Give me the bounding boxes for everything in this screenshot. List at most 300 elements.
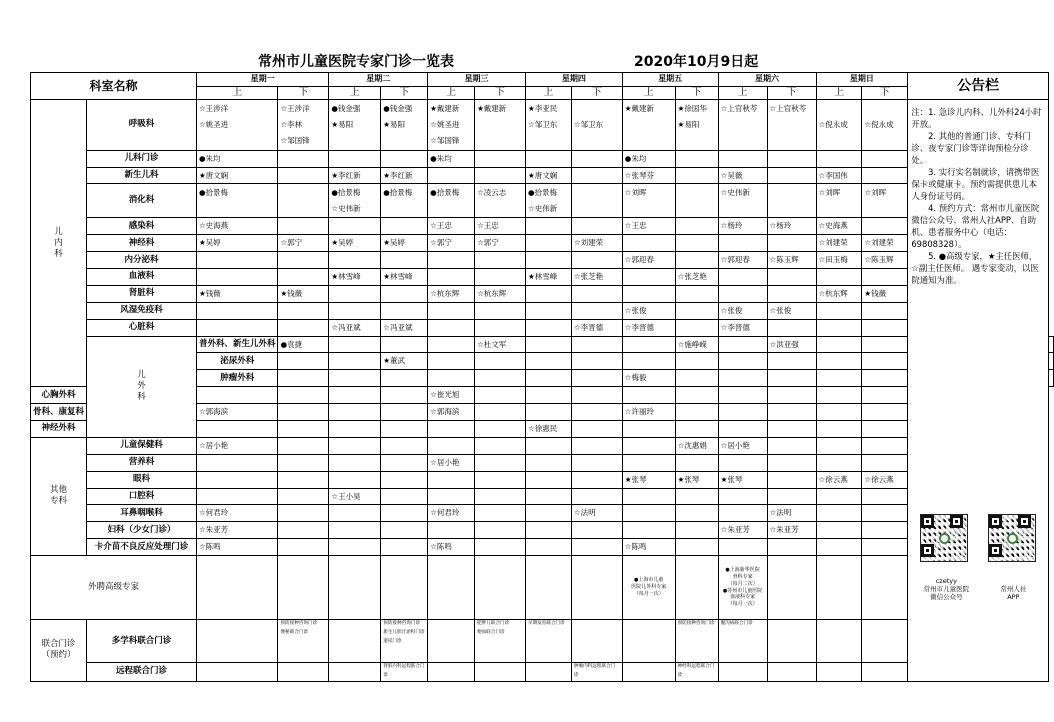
slot-cell <box>816 302 862 319</box>
slot-cell <box>571 319 622 336</box>
doctor-name <box>770 539 814 555</box>
table-row <box>31 218 1054 235</box>
doctor-name <box>574 455 620 471</box>
doctor-name <box>528 387 569 403</box>
qr-logo-icon <box>939 533 950 544</box>
slot-cell <box>475 454 526 471</box>
slot-cell <box>767 353 816 370</box>
doctor-name <box>430 337 472 353</box>
slot-cell <box>622 319 675 336</box>
slot-cell <box>381 268 428 285</box>
doctor-name: ☆姚圣进 <box>198 119 229 129</box>
bulletin-note: 4. 预约方式：常州市儿童医院微信公众号、常州人社APP、自助机、患者服务中心（电话：69808328）。 <box>911 203 1040 250</box>
table-row <box>31 285 1054 302</box>
slot-cell <box>428 522 475 539</box>
doctor-name: ★唐文娴 <box>527 170 558 180</box>
pm-header: 下 <box>767 86 816 100</box>
doctor-name: ☆陈玉辉 <box>769 255 799 265</box>
slot-cell <box>428 184 475 218</box>
doctor-name <box>574 539 620 555</box>
slot-cell <box>475 471 526 488</box>
table-row <box>31 73 1054 87</box>
slot-cell <box>428 319 475 336</box>
slot-cell <box>718 150 767 167</box>
slot-cell <box>525 387 571 404</box>
slot-cell <box>862 353 908 370</box>
slot-cell <box>675 420 718 437</box>
dept-name: 卡介苗不良反应处理门诊 <box>87 539 197 556</box>
doctor-name <box>574 489 620 505</box>
slot-cell <box>571 404 622 421</box>
slot-cell <box>525 556 571 620</box>
doctor-name <box>199 320 276 336</box>
slot-cell <box>816 505 862 522</box>
slot-cell <box>675 184 718 218</box>
slot-cell <box>329 387 381 404</box>
slot-cell <box>329 100 381 151</box>
slot-cell <box>718 336 767 353</box>
slot-cell <box>278 471 329 488</box>
dept-header: 科室名称 <box>31 73 197 100</box>
slot-cell <box>428 387 475 404</box>
slot-cell <box>475 150 526 167</box>
slot-cell <box>862 319 908 336</box>
slot-cell <box>571 539 622 556</box>
slot-cell <box>196 556 278 620</box>
slot-cell <box>862 302 908 319</box>
slot-cell <box>475 235 526 252</box>
slot-cell <box>196 235 278 252</box>
doctor-name <box>199 455 276 471</box>
effective-date: 2020年10月9日起 <box>634 54 759 70</box>
slot-cell <box>622 100 675 151</box>
slot-cell <box>571 353 622 370</box>
slot-cell <box>675 319 718 336</box>
doctor-name <box>819 101 860 117</box>
slot-cell <box>862 218 908 235</box>
doctor-name <box>864 387 905 403</box>
slot-cell <box>525 218 571 235</box>
doctor-name <box>528 235 569 251</box>
slot-cell <box>381 437 428 454</box>
doctor-name <box>721 539 765 555</box>
doctor-name <box>819 151 860 167</box>
slot-cell <box>278 235 329 252</box>
slot-cell <box>329 336 381 353</box>
slot-cell <box>475 505 526 522</box>
doctor-name <box>721 387 765 403</box>
dept-name: 消化科 <box>87 184 197 218</box>
doctor-name <box>819 320 860 336</box>
slot-cell <box>196 663 278 681</box>
text-line: （每月一次） <box>727 601 758 608</box>
slot-cell <box>196 539 278 556</box>
pm-header: 下 <box>475 86 526 100</box>
doctor-name: ☆杭东辉 <box>818 288 848 298</box>
slot-cell <box>329 539 381 556</box>
dept-name: 心胸外科 <box>31 387 87 404</box>
slot-cell <box>475 556 526 620</box>
slot-cell <box>571 471 622 488</box>
dept-name: 神经科 <box>87 235 197 252</box>
doctor-name <box>678 303 716 319</box>
doctor-name: ☆朱亚芳 <box>720 525 750 535</box>
doctor-name <box>280 185 326 201</box>
text-line: ●苏州市儿童医院 <box>722 587 763 594</box>
slot-cell <box>816 235 862 252</box>
doctor-name <box>331 353 378 369</box>
doctor-name <box>770 421 814 437</box>
slot-cell <box>816 218 862 235</box>
doctor-name <box>331 404 378 420</box>
doctor-name <box>280 353 326 369</box>
doctor-name <box>678 505 716 521</box>
slot-cell <box>278 319 329 336</box>
table-row <box>31 488 1054 505</box>
qr-code-wechat <box>920 514 968 562</box>
slot-cell <box>329 218 381 235</box>
doctor-name <box>625 201 673 217</box>
doctor-name <box>574 151 620 167</box>
doctor-name <box>477 133 523 149</box>
slot-cell <box>622 150 675 167</box>
doctor-name <box>477 505 523 521</box>
text-line: 肿瘤内科远程联合门诊 <box>573 664 616 678</box>
slot-cell <box>196 100 278 151</box>
doctor-name <box>199 421 276 437</box>
doctor-name <box>331 218 378 234</box>
slot-cell <box>862 437 908 454</box>
doctor-name: ☆郭宁 <box>280 238 303 248</box>
text-line: 预防接种咨询门诊 <box>677 621 715 627</box>
doctor-name: ★钱薇 <box>198 288 221 298</box>
slot-cell <box>767 302 816 319</box>
slot-cell <box>571 556 622 620</box>
slot-cell <box>675 471 718 488</box>
slot-cell <box>329 437 381 454</box>
doctor-name <box>864 489 905 505</box>
doctor-name <box>574 370 620 386</box>
doctor-name <box>625 353 673 369</box>
slot-cell <box>718 556 767 620</box>
slot-cell <box>571 420 622 437</box>
slot-cell <box>571 285 622 302</box>
doctor-name: ☆邹国锋 <box>430 135 460 145</box>
doctor-name: ☆史海燕 <box>198 221 229 231</box>
doctor-name: ☆法明 <box>769 508 792 518</box>
category-label: 联合门诊 （预约） <box>31 620 87 681</box>
slot-cell <box>862 505 908 522</box>
am-header: 上 <box>622 86 675 100</box>
slot-cell <box>196 471 278 488</box>
doctor-name <box>625 505 673 521</box>
doctor-name <box>864 151 905 167</box>
slot-cell <box>675 100 718 151</box>
table-row <box>31 319 1054 336</box>
doctor-name <box>280 455 326 471</box>
slot-cell <box>428 336 475 353</box>
slot-cell <box>278 522 329 539</box>
doctor-name <box>721 269 765 285</box>
doctor-name <box>625 117 673 133</box>
doctor-name <box>383 522 425 538</box>
doctor-name <box>625 438 673 454</box>
doctor-name <box>331 286 378 302</box>
slot-cell <box>718 184 767 218</box>
doctor-name <box>383 370 425 386</box>
doctor-name <box>678 286 716 302</box>
slot-cell <box>329 302 381 319</box>
doctor-name <box>625 455 673 471</box>
slot-cell <box>571 268 622 285</box>
text-line: 新生儿胆汁淤积门诊 <box>383 629 425 635</box>
slot-cell <box>278 620 329 663</box>
slot-cell <box>381 302 428 319</box>
slot-cell <box>329 235 381 252</box>
slot-cell <box>622 505 675 522</box>
day-header: 星期四 <box>525 73 622 87</box>
slot-cell <box>718 167 767 184</box>
slot-cell <box>675 539 718 556</box>
table-row <box>31 302 1054 319</box>
doctor-name: ●朱均 <box>430 153 452 163</box>
doctor-name <box>383 489 425 505</box>
doctor-name <box>331 337 378 353</box>
doctor-name <box>477 472 523 488</box>
slot-cell <box>767 218 816 235</box>
slot-cell <box>571 505 622 522</box>
doctor-name <box>678 235 716 251</box>
slot-cell <box>428 505 475 522</box>
doctor-name <box>678 168 716 184</box>
slot-cell <box>571 437 622 454</box>
doctor-name <box>280 438 326 454</box>
doctor-name <box>280 472 326 488</box>
doctor-name: ☆史伟新 <box>720 187 750 197</box>
doctor-name <box>383 421 425 437</box>
slot-cell <box>196 268 278 285</box>
doctor-name: ★张琴 <box>624 474 647 484</box>
table-row <box>31 437 1054 454</box>
doctor-name: ●朱均 <box>198 153 221 163</box>
slot-cell <box>767 184 816 218</box>
doctor-name: ☆朱亚芳 <box>198 525 229 535</box>
slot-cell <box>622 454 675 471</box>
text-line: APP <box>1007 593 1020 602</box>
table-row <box>31 336 1054 353</box>
slot-cell <box>767 522 816 539</box>
slot-cell <box>816 620 862 663</box>
doctor-name: ☆史伟新 <box>527 203 558 213</box>
doctor-name <box>819 404 860 420</box>
slot-cell <box>767 404 816 421</box>
day-header: 星期六 <box>718 73 816 87</box>
doctor-name <box>678 252 716 268</box>
doctor-name: ★李亚民 <box>527 104 558 113</box>
slot-cell <box>381 336 428 353</box>
slot-cell <box>278 302 329 319</box>
slot-cell <box>278 387 329 404</box>
slot-cell <box>525 235 571 252</box>
doctor-name <box>864 421 905 437</box>
day-header: 星期一 <box>196 73 328 87</box>
doctor-name: ☆刘晖 <box>818 187 841 197</box>
day-header: 星期日 <box>816 73 908 87</box>
slot-cell <box>329 319 381 336</box>
am-header: 上 <box>196 86 278 100</box>
doctor-name <box>528 370 569 386</box>
doctor-name <box>331 472 378 488</box>
slot-cell <box>475 522 526 539</box>
slot-cell <box>862 663 908 681</box>
doctor-name <box>528 455 569 471</box>
doctor-name <box>331 421 378 437</box>
slot-cell <box>675 285 718 302</box>
doctor-name <box>770 387 814 403</box>
slot-cell <box>196 167 278 184</box>
doctor-name <box>280 505 326 521</box>
doctor-name <box>199 489 276 505</box>
doctor-name: ☆张芝艳 <box>573 271 604 281</box>
slot-cell <box>816 150 862 167</box>
slot-cell <box>428 235 475 252</box>
slot-cell <box>525 620 571 663</box>
category-label: 儿 内 科 <box>31 100 87 387</box>
doctor-name <box>280 387 326 403</box>
doctor-name <box>819 387 860 403</box>
doctor-name <box>383 151 425 167</box>
dept-name: 心脏科 <box>87 319 197 336</box>
slot-cell <box>571 387 622 404</box>
slot-cell <box>278 336 329 353</box>
slot-cell <box>718 353 767 370</box>
page-title: 常州市儿童医院专家门诊一览表 <box>258 54 454 70</box>
doctor-name <box>678 404 716 420</box>
day-header: 星期三 <box>428 73 526 87</box>
slot-cell <box>622 370 675 387</box>
doctor-name <box>864 353 905 369</box>
slot-cell <box>862 454 908 471</box>
slot-cell <box>622 437 675 454</box>
slot-cell <box>278 420 329 437</box>
doctor-name <box>625 337 673 353</box>
slot-cell <box>675 437 718 454</box>
doctor-name <box>280 539 326 555</box>
doctor-name <box>625 421 673 437</box>
slot-cell <box>278 556 329 620</box>
doctor-name <box>721 201 765 217</box>
doctor-name <box>430 489 472 505</box>
doctor-name: ☆徐惠民 <box>527 423 558 433</box>
slot-cell <box>475 184 526 218</box>
doctor-name <box>770 235 814 251</box>
slot-cell <box>816 471 862 488</box>
doctor-name <box>477 438 523 454</box>
text-line: 医院儿外科专家 <box>631 584 667 591</box>
slot-cell <box>381 471 428 488</box>
doctor-name: ☆杨玲 <box>769 221 792 231</box>
slot-cell <box>767 556 816 620</box>
doctor-name <box>574 387 620 403</box>
slot-cell <box>767 319 816 336</box>
doctor-name <box>528 522 569 538</box>
slot-cell <box>622 235 675 252</box>
pm-header: 下 <box>278 86 329 100</box>
slot-cell <box>475 420 526 437</box>
slot-cell <box>571 663 622 681</box>
slot-cell <box>381 522 428 539</box>
am-header: 上 <box>816 86 862 100</box>
doctor-name: ●拾景梅 <box>198 187 228 197</box>
doctor-name <box>625 235 673 251</box>
doctor-name <box>528 303 569 319</box>
slot-cell <box>622 336 675 353</box>
doctor-name <box>864 218 905 234</box>
slot-cell <box>675 556 718 620</box>
doctor-name <box>331 151 378 167</box>
doctor-name: ☆王小昊 <box>331 491 361 501</box>
slot-cell <box>381 319 428 336</box>
doctor-name: ☆王忠 <box>477 221 499 231</box>
doctor-name <box>528 489 569 505</box>
doctor-name <box>477 320 523 336</box>
slot-cell <box>675 663 718 681</box>
slot-cell <box>278 100 329 151</box>
doctor-name: ☆居小艳 <box>430 457 460 467</box>
doctor-name: ☆居小艳 <box>720 440 750 450</box>
doctor-name <box>819 337 860 353</box>
slot-cell <box>622 522 675 539</box>
slot-cell <box>196 454 278 471</box>
doctor-name: ☆刘建荣 <box>573 238 604 248</box>
dept-name: 新生儿科 <box>87 167 197 184</box>
doctor-name: ☆郭迎春 <box>624 255 655 265</box>
doctor-name: ☆徐云燕 <box>864 474 894 484</box>
doctor-name <box>864 201 905 217</box>
slot-cell <box>475 353 526 370</box>
slot-cell <box>622 302 675 319</box>
doctor-name <box>280 421 326 437</box>
slot-cell <box>475 336 526 353</box>
doctor-name <box>864 505 905 521</box>
slot-cell <box>816 353 862 370</box>
doctor-name <box>331 387 378 403</box>
doctor-name <box>819 539 860 555</box>
doctor-name <box>770 168 814 184</box>
doctor-name <box>819 269 860 285</box>
pm-header: 下 <box>675 86 718 100</box>
slot-cell <box>816 437 862 454</box>
doctor-name: ☆法明 <box>573 508 596 518</box>
slot-cell <box>381 454 428 471</box>
doctor-name: ●拾景梅 <box>383 187 413 197</box>
slot-cell <box>196 285 278 302</box>
slot-cell <box>718 268 767 285</box>
slot-cell <box>767 505 816 522</box>
doctor-name <box>678 353 716 369</box>
dept-name: 多学科联合门诊 <box>87 620 197 663</box>
doctor-name <box>864 303 905 319</box>
doctor-name <box>528 539 569 555</box>
slot-cell <box>718 302 767 319</box>
doctor-name: ★唐文娴 <box>198 170 229 180</box>
doctor-name <box>770 370 814 386</box>
schedule-table <box>30 72 1054 682</box>
doctor-name <box>574 303 620 319</box>
doctor-name: ☆张俊 <box>720 305 743 315</box>
slot-cell <box>475 319 526 336</box>
slot-cell <box>475 167 526 184</box>
